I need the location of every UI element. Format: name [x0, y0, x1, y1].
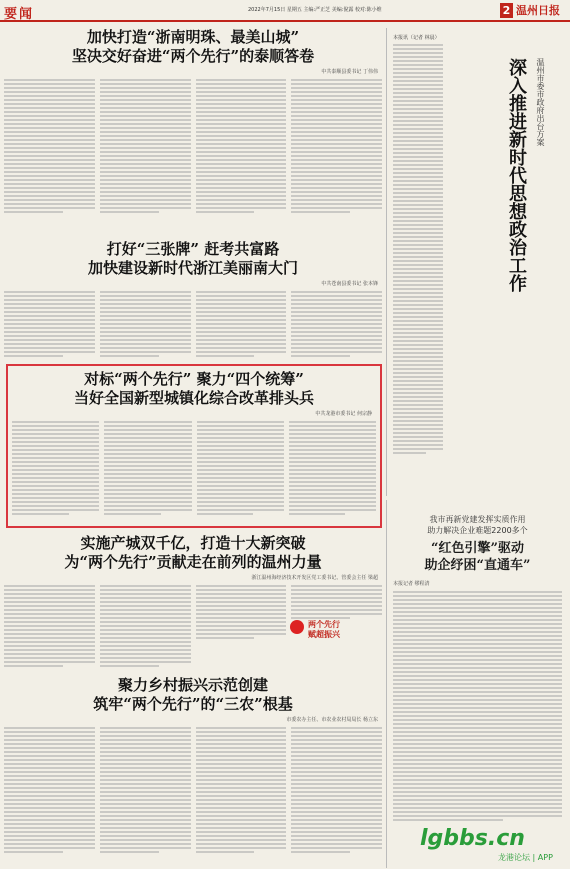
article-rural-revitalization [4, 676, 382, 866]
promo-badge [290, 620, 370, 650]
feature-subtitle: 温州市委市政府出台方案 [536, 58, 545, 146]
article-title: 对标“两个先行” 聚力“四个统筹” 当好全国新型城镇化综合改革排头兵 [73, 370, 314, 407]
article-title: 打好“三张牌” 赶考共富路 加快建设新时代浙江美丽南大门 [87, 240, 298, 277]
watermark-logo: lgbbs.cn [420, 826, 525, 851]
party-emblem-icon [290, 620, 304, 634]
feature-ideological-work [386, 28, 568, 496]
article-body [12, 421, 376, 517]
article-byline: 市委农办主任、市农业农村局局长 杨立东 [286, 717, 378, 723]
article-byline: 中共泰顺县委书记 丁伟伟 [321, 69, 378, 75]
article-economic-zone [4, 534, 382, 674]
feature2-author: 本报记者 缪程清 [393, 581, 430, 587]
page-number: 2 [500, 3, 513, 18]
masthead [0, 0, 570, 22]
site-watermark [420, 826, 570, 866]
watermark-tag: 龙港论坛 | APP [498, 853, 553, 862]
feature2-body [387, 591, 568, 821]
article-title: 聚力乡村振兴示范创建 筑牢“两个先行”的“三农”根基 [93, 676, 293, 713]
article-cangnan [4, 240, 382, 358]
article-taishun [4, 28, 382, 238]
article-byline: 浙江温州海经济技术开发区党工委书记、管委会主任 梁超 [251, 575, 378, 581]
promo-title: 两个先行 赋超振兴 [308, 620, 340, 639]
feature-red-engine [386, 500, 568, 868]
article-title: 实施产城双千亿，打造十大新突破 为“两个先行”贡献走在前列的温州力量 [64, 534, 322, 571]
feature2-kicker: 我市再新党建发挥实质作用 助力解决企业难题2200多个 [427, 515, 528, 535]
paper-name: 温州日报 [516, 4, 560, 17]
feature2-title: “红色引擎”驱动 助企纾困“直通车” [424, 541, 531, 573]
article-byline: 中共龙港市委书记 何宗静 [315, 411, 372, 417]
feature-body-left: 本报讯（记者 林晨） [393, 34, 443, 456]
issue-meta: 2022年7月15日 星期五 主编:严正芝 美编:倪露 校对:陈小维 [248, 7, 382, 13]
article-longgang-highlighted [6, 364, 382, 528]
article-body [4, 727, 382, 855]
feature-title: 深入推进新时代思想政治工作 [506, 58, 527, 292]
article-byline: 中共苍南县委书记 张本锋 [321, 281, 378, 287]
article-body [4, 79, 382, 215]
article-body [4, 291, 382, 359]
article-title: 加快打造“浙南明珠、最美山城” 坚决交好奋进“两个先行”的泰顺答卷 [71, 28, 315, 65]
section-label: 要闻 [4, 7, 35, 22]
